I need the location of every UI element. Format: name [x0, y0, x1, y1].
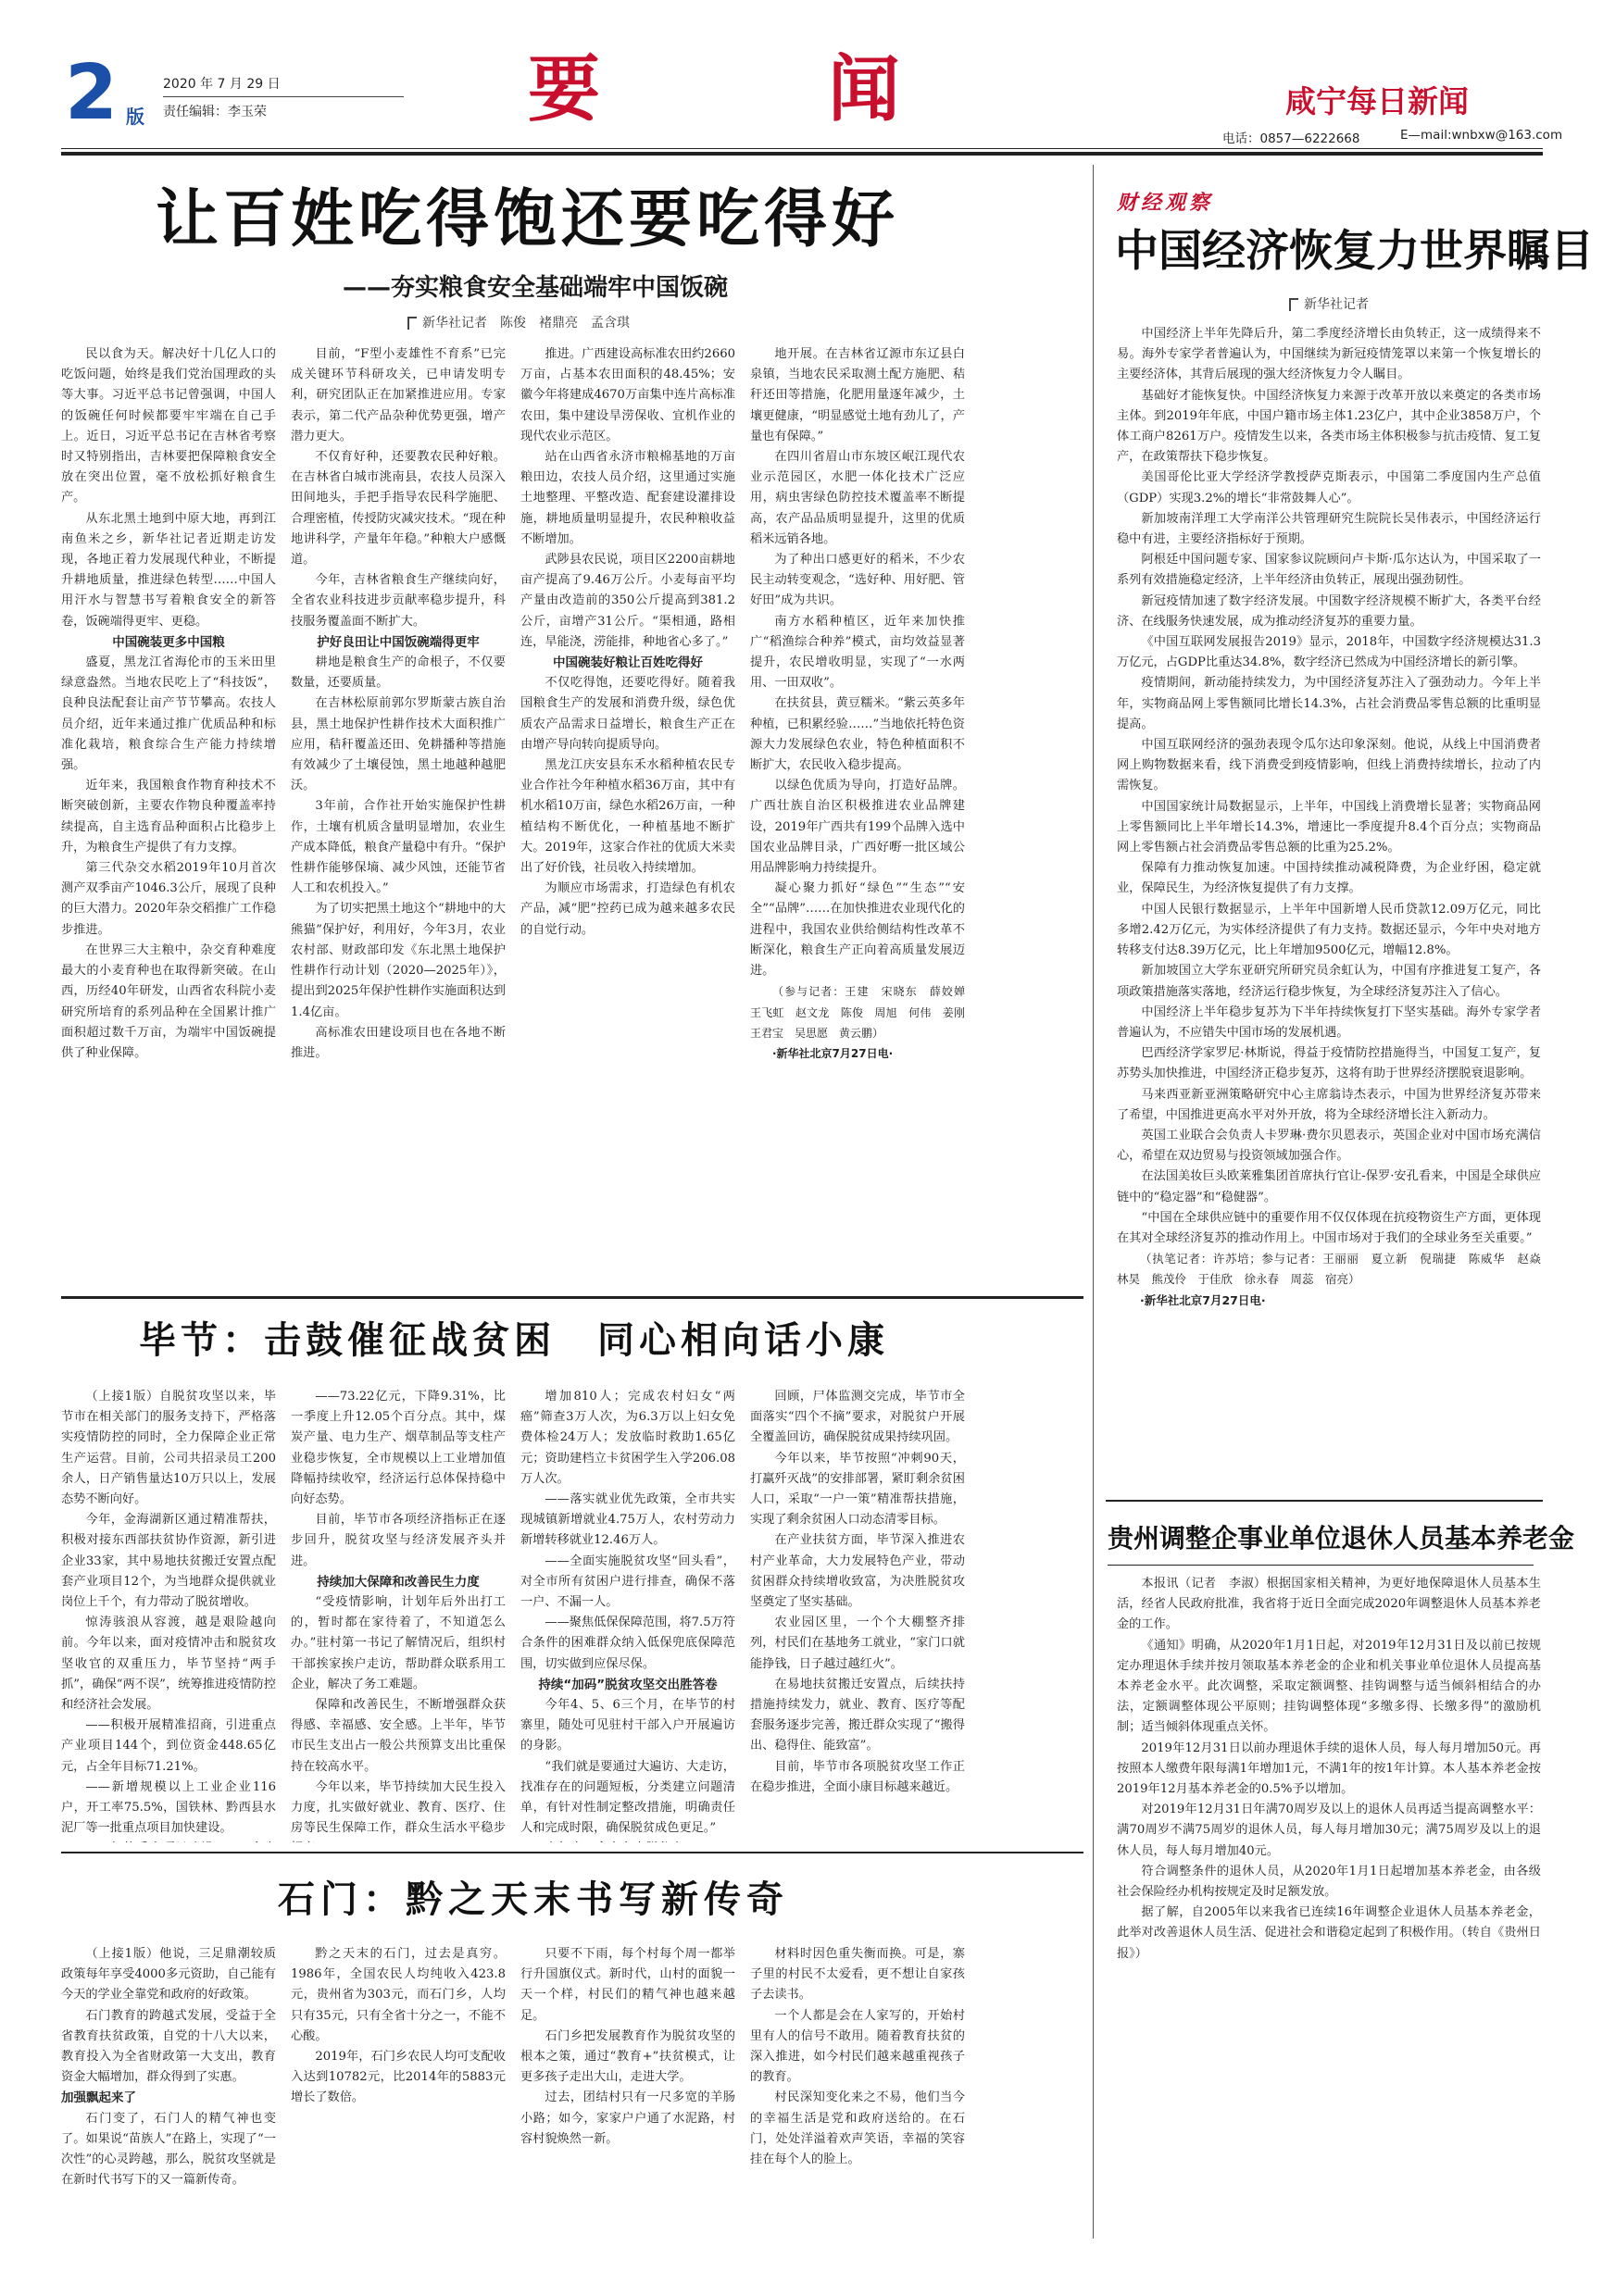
- subhead-china-bowl: 中国碗装更多中国粮: [112, 634, 225, 650]
- bijie-top-rule: [61, 1296, 1083, 1299]
- paragraph: 从东北黑土地到中原大地，再到江南鱼米之乡，新华社记者近期走访发现，各地正着力发展现代种业，不断提升耕地质量，推进绿色转型……中国人用汗水与智慧书写着粮食安全的新答卷，饭碗端得更牢、更稳。: [61, 511, 276, 629]
- paragraph: 马来西亚新亚洲策略研究中心主席翁诗杰表示，中国为世界经济复苏带来了希望，中国推进更高水平对外开放，将为全球经济增长注入新动力。: [1117, 1087, 1541, 1122]
- contributors: （参与记者：王建 宋晓东 薛姣婵 王飞虹 赵文龙 陈俊 周旭 何伟 姜刚 王君宝 吴思愿 黄云鹏）: [750, 985, 965, 1040]
- paragraph: 在吉林松原前郭尔罗斯蒙古族自治县，黑土地保护性耕作技术大面积推广应用，秸秆覆盖还田、免耕播种等措施有效减少了土壤侵蚀，黑土地越种越肥沃。: [291, 696, 506, 793]
- paragraph: 农业园区里，一个个大棚整齐排列，村民们在基地务工就业，“家门口就能挣钱，日子越过越红火”。: [750, 1616, 965, 1671]
- bijie-col-3: [520, 1387, 735, 1842]
- paragraph: 武陟县农民说，项目区2200亩耕地亩产提高了9.46万公斤。小麦每亩平均产量由改造前的350公斤提高到381.2公斤，亩增产31公斤。“渠相通，路相连，旱能浇，涝能排，种地省心多了。”: [520, 553, 735, 649]
- paragraph: 不仅吃得饱，还要吃得好。随着我国粮食生产的发展和消费升级，绿色优质农产品需求日益增长，粮食生产正在由增产导向转向提质导向。: [520, 676, 735, 752]
- paragraph: 推进。广西建设高标准农田约2660万亩，占基本农田面积的48.45%；安徽今年将建成4670万亩集中连片高标准农田，集中建设旱涝保收、宜机作业的现代农业示范区。: [520, 347, 735, 443]
- paragraph: 在产业扶贫方面，毕节深入推进农村产业革命，大力发展特色产业，带动贫困群众持续增收致富，为决胜脱贫攻坚奠定了坚实基础。: [750, 1533, 965, 1610]
- paragraph: 盛夏，黑龙江省海伦市的玉米田里绿意盎然。当地农民吃上了“科技饭”，良种良法配套让亩产节节攀高。农技人员介绍，近年来通过推广优质品种和标准化栽培，粮食综合生产能力持续增强。: [61, 655, 276, 773]
- paragraph: 中国经济上半年稳步复苏为下半年持续恢复打下坚实基础。海外专家学者普遍认为，不应错失中国市场的发展机遇。: [1117, 1004, 1541, 1040]
- page-number: 2: [65, 49, 119, 137]
- paragraph: 站在山西省永济市粮棉基地的万亩粮田边，农技人员介绍，这里通过实施土地整理、平整改造、配套建设灌排设施，耕地质量明显提升，农民种粮收益不断增加。: [520, 450, 735, 546]
- paragraph: 据了解，自2005年以来我省已连续16年调整企业退休人员基本养老金，此举对改善退休人员生活、促进社会和谐稳定起到了积极作用。（转自《贵州日报》）: [1117, 1905, 1541, 1961]
- paragraph: 今年以来，毕节持续加大民生投入力度，扎实做好就业、教育、医疗、住房等民生保障工作，群众生活水平稳步: [291, 1779, 506, 1836]
- paragraph: 中国人民银行数据显示，上半年中国新增人民币贷款12.09万亿元，同比多增2.42万亿元，为实体经济提供了有力支持。数据还显示，今年中央对地方转移支付达8.39万亿元，比上年增加9500亿元，增幅12.8%。: [1117, 902, 1541, 958]
- bijie-col-1: [61, 1387, 276, 1842]
- header-thin-rule: [61, 148, 1543, 149]
- shimen-headline: 石门：黔之天末书写新传奇: [278, 1878, 789, 1921]
- main-subheadline: ——夯实粮食安全基础端牢中国饭碗: [343, 274, 729, 302]
- shimen-col-4: [750, 1944, 965, 2239]
- brand-name: 咸宁每日新闻: [1285, 83, 1469, 119]
- paragraph: 目前，毕节市各项脱贫攻坚工作正在稳步推进，全面小康目标越来越近。: [750, 1759, 965, 1794]
- shimen-col-3: [520, 1944, 735, 2239]
- contributors: （执笔记者：许苏培；参与记者：王丽丽 夏立新 倪瑞捷 陈威华 赵焱 林昊 熊茂伶 于佳欣 徐永春 周蕊 宿亮）: [1117, 1252, 1541, 1287]
- paragraph: （上接1版）他说，三足鼎潮较质政策每年享受4000多元资助，自己能有今天的学业全靠党和政府的好政策。: [61, 1947, 276, 2003]
- shimen-col-2: [291, 1944, 506, 2239]
- paragraph: 疫情期间，新动能持续发力，为中国经济复苏注入了强劲动力。今年上半年，实物商品网上零售额同比增长14.3%，占社会消费品零售总额的比重明显提高。: [1117, 676, 1541, 731]
- economy-headline: 中国经济恢复力世界瞩目: [1115, 226, 1594, 277]
- paragraph: 《中国互联网发展报告2019》显示，2018年，中国数字经济规模达31.3万亿元，占GDP比重达34.8%，数字经济已然成为中国经济增长的新引擎。: [1117, 635, 1541, 670]
- paragraph: 目前，“F型小麦雄性不育系”已完成关键环节科研攻关，已申请发明专利，研究团队正在加紧推进应用。专家表示，第二代产品杂种优势更强，增产潜力更大。: [291, 347, 506, 443]
- header-thick-rule: [61, 152, 1543, 156]
- paragraph: 基础好才能恢复快。中国经济恢复力来源于改革开放以来奠定的各类市场主体。到2019年年底，中国户籍市场主体1.23亿户，其中企业3858万户，个体工商户8261万户。疫情发生以来，各类市场主体积极参与抗击疫情、复工复产，在政策帮扶下稳步恢复。: [1117, 388, 1541, 465]
- paragraph: 为顺应市场需求，打造绿色有机农产品，减“肥”控药已成为越来越多农民的自觉行动。: [520, 881, 735, 937]
- main-col-2: [291, 344, 506, 1287]
- subhead-rising: 加强飘起来了: [61, 2090, 136, 2106]
- paragraph: 目前，毕节市各项经济指标正在逐步回升，脱贫攻坚与经济发展齐头并进。: [291, 1513, 506, 1568]
- main-col-1: [61, 344, 276, 1287]
- column-divider: [1093, 165, 1094, 2239]
- dateline: ·新华社北京7月27日电·: [772, 1046, 894, 1060]
- paragraph: 今年，金海湖新区通过精准帮扶，积极对接东西部扶贫协作资源，新引进企业33家，其中易地扶贫搬迁安置点配套产业项目12个，为当地群众提供就业岗位上千个，有力带动了脱贫增收。: [61, 1513, 276, 1610]
- right-section-rule: [1106, 1500, 1543, 1502]
- paragraph: 民以食为天。解决好十几亿人口的吃饭问题，始终是我们党治国理政的头等大事。习近平总书记曾强调，中国人的饭碗任何时候都要牢牢端在自己手上。近日，习近平总书记在吉林省考察时又特别指出，吉林要把保障粮食安全放在突出位置，毫不放松抓好粮食生产。: [61, 347, 276, 505]
- paragraph: 2019年12月31日以前办理退休手续的退休人员，每人每月增加50元。再按照本人缴费年限每满1年增加1元，不满1年的按1年计算。本人基本养老金按2019年12月基本养老金的0.5%予以增加。: [1117, 1741, 1541, 1797]
- byline-bracket-icon: [407, 317, 417, 330]
- bijie-headline: 毕节：击鼓催征战贫困 同心相向话小康: [139, 1319, 889, 1362]
- paragraph: 保障有力推动恢复加速。中国持续推动减税降费，为企业纾困，稳定就业，保障民生，为经济恢复提供了有力支撑。: [1117, 861, 1541, 896]
- paragraph: 在易地扶贫搬迁安置点，后续扶持措施持续发力，就业、教育、医疗等配套服务逐步完善，搬迁群众实现了“搬得出、稳得住、能致富”。: [750, 1677, 965, 1753]
- paragraph: （上接1版）自脱贫攻坚以来，毕节市在相关部门的服务支持下，严格落实疫情防控的同时，全力保障企业正常生产运营。目前，公司共招录员工200余人，日产销售量达10万只以上，发展态势不断向好。: [61, 1390, 276, 1507]
- main-col-4: [750, 344, 965, 1287]
- paragraph: 《通知》明确，从2020年1月1日起，对2019年12月31日及以前已按规定办理退休手续并按月领取基本养老金的企业和机关事业单位退休人员提高基本养老金水平。此次调整，采取定额调整、挂钩调整与适当倾斜相结合的办法，定额调整体现公平原则；挂钩调整体现“多缴多得、长缴多得”的激励机制；适当倾斜体现重点关怀。: [1117, 1638, 1541, 1735]
- paragraph: 石门乡把发展教育作为脱贫攻坚的根本之策，通过“教育+”扶贫模式，让更多孩子走出大山，走进大学。: [520, 2028, 735, 2085]
- paragraph: 3年前，合作社开始实施保护性耕作，土壤有机质含量明显增加，农业生产成本降低，粮食产量稳中有升。“保护性耕作能够保墒、减少风蚀，还能节省人工和农机投入。”: [291, 799, 506, 896]
- paragraph: 中国国家统计局数据显示，上半年，中国线上消费增长显著；实物商品网上零售额同比上半年增长14.3%，增速比一季度提升8.4个百分点；实物商品网上零售额占社会消费品零售总额的比重为25.2%。: [1117, 799, 1541, 855]
- issue-date: 2020 年 7 月 29 日: [163, 77, 281, 92]
- paragraph: 今年以来，毕节按照“冲刺90天，打赢歼灭战”的安排部署，紧盯剩余贫困人口，采取“一户一策”精准帮扶措施，实现了剩余贫困人口动态清零目标。: [750, 1451, 965, 1528]
- paragraph: 耕地是粮食生产的命根子，不仅要数量，还要质量。: [291, 655, 506, 691]
- paragraph: 过去，团结村只有一尺多宽的羊肠小路；如今，家家户户通了水泥路，村容村貌焕然一新。: [520, 2090, 735, 2146]
- paragraph: 对2019年12月31日年满70周岁及以上的退休人员再适当提高调整水平：满70周岁不满75周岁的退休人员，每人每月增加30元；满75周岁及以上的退休人员，每人每月增加40元。: [1117, 1803, 1541, 1858]
- paragraph: 凝心聚力抓好“绿色”“生态”“安全”“品牌”……在加快推进农业现代化的进程中，我国农业供给侧结构性改革不断深化，粮食生产正向着高质量发展迈进。: [750, 881, 965, 979]
- guizhou-headline: 贵州调整企事业单位退休人员基本养老金: [1108, 1523, 1575, 1554]
- paragraph: ——落实就业优先政策，全市共实现城镇新增就业4.75万人，农村劳动力新增转移就业12.46万人。: [520, 1492, 735, 1548]
- economy-byline: [1289, 294, 1369, 313]
- shimen-col-1: [61, 1944, 276, 2239]
- paragraph: ——新增规模以上工业企业116户，开工率75.5%，国铁林、黔西县水泥厂等一批重点项目加快建设。: [61, 1779, 276, 1836]
- paragraph: [520, 1839, 735, 1842]
- paragraph: 回顾，尸体监测交完成，毕节市全面落实“四个不摘”要求，对脱贫户开展全覆盖回访，确保脱贫成果持续巩固。: [750, 1390, 965, 1445]
- paragraph: 在扶贫县，黄豆糯米。“紫云英多年种植，已积累经验……”当地依托特色资源大力发展绿色农业，特色种植面积不断扩大，农民收入稳步提高。: [750, 696, 965, 773]
- bijie-col-2: [291, 1387, 506, 1842]
- paragraph: 美国哥伦比亚大学经济学教授萨克斯表示，中国第二季度国内生产总值（GDP）实现3.2%的增长“非常鼓舞人心”。: [1117, 470, 1541, 505]
- guizhou-body: [1117, 1574, 1541, 2242]
- paragraph: 黑龙江庆安县东禾水稻种植农民专业合作社今年种植水稻36万亩，其中有机水稻10万亩，绿色水稻26万亩，一种植结构不断优化，一种植基地不断扩大。2019年，这家合作社的优质大米卖出了好价钱，社员收入持续增加。: [520, 758, 735, 876]
- paragraph: 一个人都是会在人家写的，开始村里有人的信号不敢用。随着教育扶贫的深入推进，如今村民们越来越重视孩子的教育。: [750, 2008, 965, 2085]
- page-number-badge: [65, 49, 144, 139]
- paragraph: “我们就是要通过大遍访、大走访，找准存在的问题短板，分类建立问题清单，有针对性制定整改措施，明确责任人和完成时限，确保脱贫成色更足。”: [520, 1759, 735, 1836]
- economy-tag: 财经观察: [1117, 191, 1214, 215]
- subhead-poverty-push: 持续“加码”脱贫攻坚交出胜答卷: [538, 1677, 718, 1692]
- phone: 电话：0857—6222668: [1222, 131, 1360, 146]
- paragraph: 符合调整条件的退休人员，从2020年1月1日起增加基本养老金，由各级社会保险经办机构按规定及时足额发放。: [1117, 1864, 1541, 1900]
- main-byline-text: 新华社记者 陈俊 褚鼎亮 孟含琪: [422, 316, 630, 331]
- main-headline: 让百姓吃得饱还要吃得好: [156, 183, 900, 256]
- paragraph: 地开展。在吉林省辽源市东辽县白泉镇，当地农民采取测土配方施肥、秸秆还田等措施，化肥用量逐年减少，土壤更健康，“明显感觉土地有劲儿了，产量也有保障。”: [750, 347, 965, 443]
- paragraph: ——73.22亿元，下降9.31%，比一季度上升12.05个百分点。其中，煤炭产量、电力生产、烟草制品等支柱产业稳步恢复，全市规模以上工业增加值降幅持续收窄，经济运行总体保持稳中向好态势。: [291, 1390, 506, 1507]
- paragraph: 新加坡南洋理工大学南洋公共管理研究生院院长吴伟表示，中国经济运行稳中有进，主要经济指标好于预期。: [1117, 511, 1541, 547]
- editor: 责任编辑：李玉荣: [163, 105, 267, 119]
- subhead-livelihood: 持续加大保障和改善民生力度: [317, 1574, 480, 1590]
- paragraph: 中国经济上半年先降后升，第二季度经济增长由负转正，这一成绩得来不易。海外专家学者普遍认为，中国继续为新冠疫情笼罩以来第一个恢复增长的主要经济体，其背后展现的强大经济恢复力令人瞩目。: [1117, 327, 1541, 382]
- main-byline: [407, 313, 630, 331]
- paragraph: 不仅育好种，还要教农民种好粮。在吉林省白城市洮南县，农技人员深入田间地头，手把手指导农民科学施肥、合理密植，传授防灾减灾技术。“现在种地讲科学，产量年年稳。”种粮大户感慨道。: [291, 450, 506, 568]
- paragraph: 为了切实把黑土地这个“耕地中的大熊猫”保护好，利用好，今年3月，农业农村部、财政部印发《东北黑土地保护性耕作行动计划（2020—2025年）》，提出到2025年保护性耕作实施面积达到1.4亿亩。: [291, 902, 506, 1019]
- paragraph: 保障和改善民生，不断增强群众获得感、幸福感、安全感。上半年，毕节市民生支出占一般公共预算支出比重保持在较高水平。: [291, 1698, 506, 1774]
- paragraph: 南方水稻种植区，近年来加快推广“稻渔综合种养”模式，亩均效益显著提升，农民增收明显，实现了“一水两用、一田双收”。: [750, 614, 965, 691]
- paragraph: “受疫情影响，计划年后外出打工的，暂时都在家待着了，不知道怎么办。”驻村第一书记了解情况后，组织村干部挨家挨户走访，帮助群众联系用工企业，解决了务工难题。: [291, 1595, 506, 1691]
- paragraph: 今年，吉林省粮食生产继续向好，全省农业科技进步贡献率稳步提升，科技服务覆盖面不断扩大。: [291, 573, 506, 629]
- paragraph: 在法国美妆巨头欧莱雅集团首席执行官让-保罗·安孔看来，中国是全球供应链中的“稳定器”和“稳健器”。: [1117, 1169, 1541, 1204]
- guizhou-headline-rule: [1108, 1565, 1534, 1566]
- dateline: ·新华社北京7月27日电·: [1140, 1292, 1266, 1307]
- byline-bracket-icon: [1289, 298, 1298, 311]
- email: E—mail:wnbxw@163.com: [1400, 128, 1563, 143]
- subhead-good-grain: 中国碗装好粮让百姓吃得好: [553, 655, 703, 671]
- paragraph: 2019年，石门乡农民人均可支配收入达到10782元，比2014年的5883元增长了数倍。: [291, 2050, 506, 2105]
- bijie-col-4: [750, 1387, 965, 1842]
- paragraph: 新加坡国立大学东亚研究所研究员余虹认为，中国有序推进复工复产，各项政策措施落实落地，经济运行稳步恢复，为全球经济复苏注入了信心。: [1117, 964, 1541, 999]
- paragraph: 只要不下雨，每个村每个周一都举行升国旗仪式。新时代，山村的面貌一天一个样，村民们的精气神也越来越足。: [520, 1947, 735, 2023]
- paragraph: ——聚焦低保保障范围，将7.5万符合条件的困难群众纳入低保兜底保障范围，切实做到应保尽保。: [520, 1616, 735, 1671]
- paragraph: 英国工业联合会负责人卡罗琳·费尔贝恩表示，英国企业对中国市场充满信心，希望在双边贸易与投资领域加强合作。: [1117, 1128, 1541, 1164]
- paragraph: 石门教育的跨越式发展，受益于全省教育扶贫政策，自党的十八大以来，教育投入为全省财政第一大支出，教育资金大幅增加，群众得到了实惠。: [61, 2008, 276, 2085]
- paragraph: 新冠疫情加速了数字经济发展。中国数字经济规模不断扩大，各类平台经济、在线服务快速发展，成为推动经济复苏的重要力量。: [1117, 593, 1541, 629]
- paragraph: 本报讯（记者 李淑）根据国家相关精神，为更好地保障退休人员基本生活，经省人民政府批准，我省将于近日全面完成2020年调整退休人员基本养老金的工作。: [1117, 1577, 1541, 1632]
- paragraph: 以绿色优质为导向，打造好品牌。广西壮族自治区积极推进农业品牌建设，2019年广西共有199个品牌入选中国农业品牌目录，广西好嘢一批区域公用品牌影响力持续提升。: [750, 779, 965, 876]
- paragraph: 中国互联网经济的强劲表现令瓜尔达印象深刻。他说，从线上中国消费者网上购物数据来看，线下消费受到疫情影响，但线上消费持续增长，拉动了内需恢复。: [1117, 738, 1541, 793]
- paragraph: 今年4、5、6三个月，在毕节的村寨里，随处可见驻村干部入户开展遍访的身影。: [520, 1698, 735, 1753]
- economy-byline-text: 新华社记者: [1304, 297, 1369, 312]
- paragraph: 为了种出口感更好的稻米，不少农民主动转变观念，“选好种、用好肥、管好田”成为共识。: [750, 553, 965, 608]
- paragraph: ——全面实施脱贫攻坚“回头看”，对全市所有贫困户进行排查，确保不落一户、不漏一人。: [520, 1554, 735, 1610]
- page-suffix: 版: [126, 106, 144, 128]
- shimen-top-rule: [61, 1852, 1083, 1853]
- paragraph: 阿根廷中国问题专家、国家参议院顾问卢卡斯·瓜尔达认为，中国采取了一系列有效措施稳定经济，上半年经济由负转正，展现出强劲韧性。: [1117, 553, 1541, 588]
- subhead-good-fields: 护好良田让中国饭碗端得更牢: [317, 634, 480, 650]
- section-title: 要 闻: [528, 48, 929, 131]
- paragraph: 第三代杂交水稻2019年10月首次测产双季亩产1046.3公斤，展现了良种的巨大潜力。2020年杂交稻推广工作稳步推进。: [61, 861, 276, 937]
- paragraph: 在世界三大主粮中，杂交育种难度最大的小麦育种也在取得新突破。在山西，历经40年研发，山西省农科院小麦研究所培育的系列品种在全国累计推广面积超过数千万亩，为端牢中国饭碗提供了种业保障。: [61, 942, 276, 1060]
- main-col-3: [520, 344, 735, 1287]
- economy-body: [1117, 324, 1541, 1489]
- paragraph: 高标准农田建设项目也在各地不断推进。: [291, 1025, 506, 1060]
- date-divider: [163, 96, 404, 97]
- paragraph: 增加810人；完成农村妇女“两癌”筛查3万人次，为6.3万以上妇女免费体检24万人；发放临时救助1.65亿元；资助建档立卡贫困学生入学206.08万人次。: [520, 1390, 735, 1486]
- paragraph: [61, 1839, 276, 1842]
- paragraph: 村民深知变化来之不易，他们当今的幸福生活是党和政府送给的。在石门，处处洋溢着欢声笑语，幸福的笑容挂在每个人的脸上。: [750, 2090, 965, 2167]
- paragraph: ——积极开展精准招商，引进重点产业项目144个，到位资金448.65亿元，占全年目标71.21%。: [61, 1718, 276, 1774]
- paragraph: 巴西经济学家罗尼·林斯说，得益于疫情防控措施得当，中国复工复产，复苏势头加快推进，中国经济正稳步复苏，这将有助于世界经济摆脱衰退影响。: [1117, 1046, 1541, 1081]
- paragraph: 材料时因色重失衡而换。可是，寨子里的村民不太爱看，更不想让自家孩子去读书。: [750, 1947, 965, 2003]
- paragraph: 石门变了，石门人的精气神也变了。如果说“苗族人”在路上，实现了“一次性”的心灵跨越，那么，脱贫攻坚就是在新时代书写下的又一篇新传奇。: [61, 2111, 276, 2188]
- paragraph: “中国在全球供应链中的重要作用不仅仅体现在抗疫物资生产方面，更体现在其对全球经济复苏的推动作用上。中国市场对于我们的全球业务至关重要。”: [1117, 1210, 1541, 1245]
- paragraph: 惊涛骇浪从容渡，越是艰险越向前。今年以来，面对疫情冲击和脱贫攻坚收官的双重压力，毕节坚持“两手抓”，确保“两不误”，统筹推进疫情防控和经济社会发展。: [61, 1616, 276, 1713]
- paragraph: 黔之天末的石门，过去是真穷。1986年，全国农民人均纯收入423.8元，贵州省为303元，而石门乡，人均只有35元，只有全省十分之一，不能不心酸。: [291, 1947, 506, 2043]
- paragraph: 近年来，我国粮食作物育种技术不断突破创新，主要农作物良种覆盖率持续提高，自主选育品种面积占比稳步上升，为粮食生产提供了有力支撑。: [61, 779, 276, 855]
- paragraph: 在四川省眉山市东坡区岷江现代农业示范园区，水肥一体化技术广泛应用，病虫害绿色防控技术覆盖率不断提高，农产品品质明显提升，这里的优质稻米远销各地。: [750, 450, 965, 546]
